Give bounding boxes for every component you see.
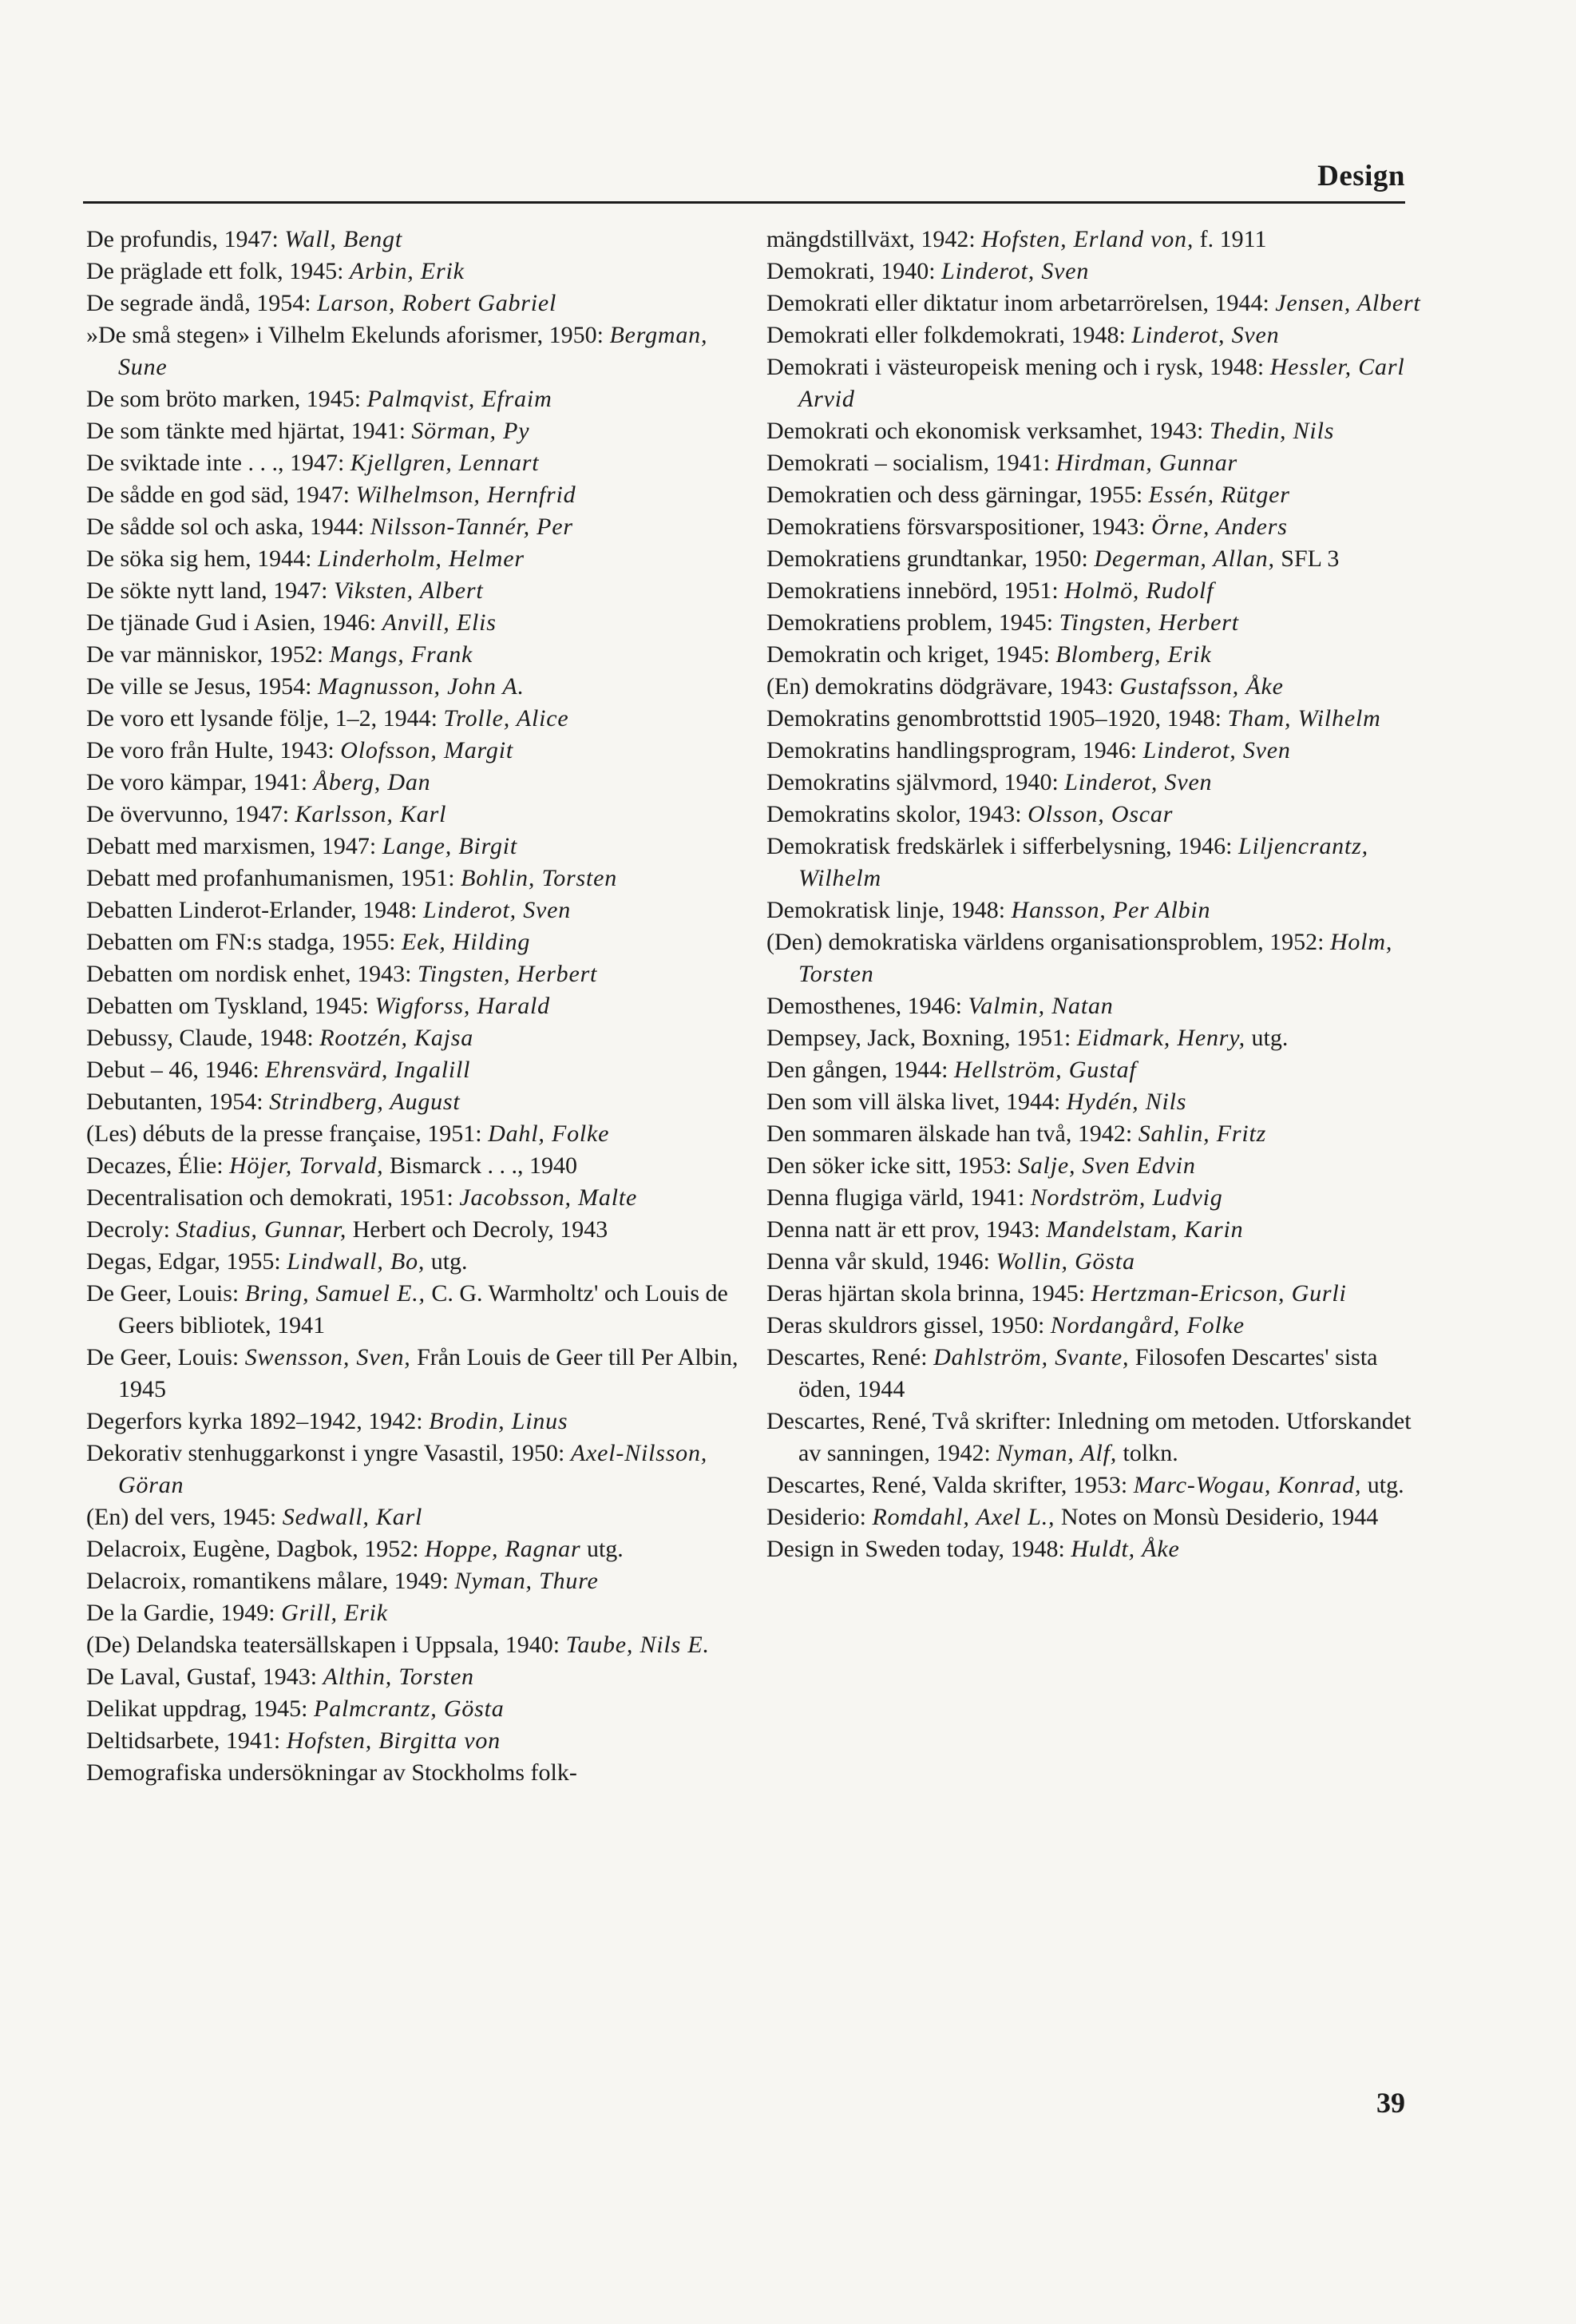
index-entry bbox=[766, 1406, 1429, 1469]
entry-title: Filosofen Descartes' sista öden, 1944 bbox=[798, 1344, 1378, 1402]
entry-title: C. G. Warmholtz' och Louis de Geers bibliotek, 1941 bbox=[118, 1280, 728, 1338]
entry-author: Nordangård, Folke bbox=[1050, 1312, 1245, 1338]
entry-title: Demokrati eller folkdemokrati, 1948: bbox=[766, 322, 1132, 348]
entry-author: Hellström, Gustaf bbox=[953, 1057, 1137, 1083]
entry-author: Dahl, Folke bbox=[488, 1120, 610, 1147]
entry-title: De voro ett lysande följe, 1–2, 1944: bbox=[86, 705, 444, 732]
entry-title: De segrade ändå, 1954: bbox=[86, 290, 318, 316]
entry-title: Decazes, Élie: bbox=[86, 1152, 230, 1179]
entry-author: Marc-Wogau, Konrad, bbox=[1133, 1472, 1362, 1498]
index-entry bbox=[86, 671, 749, 703]
index-entry bbox=[86, 511, 749, 543]
entry-title: De Geer, Louis: bbox=[86, 1280, 245, 1307]
entry-title: De voro kämpar, 1941: bbox=[86, 769, 314, 795]
entry-author: Magnusson, John A. bbox=[317, 673, 525, 700]
entry-author: Nyman, Alf, bbox=[996, 1440, 1118, 1466]
page-number: 39 bbox=[1376, 2087, 1405, 2119]
entry-author: Lindwall, Bo, bbox=[287, 1248, 426, 1275]
index-entry bbox=[766, 767, 1429, 799]
entry-title: Den söker icke sitt, 1953: bbox=[766, 1152, 1018, 1179]
entry-author: Degerman, Allan, bbox=[1094, 545, 1275, 572]
entry-title: (Les) débuts de la presse française, 1951: bbox=[86, 1120, 489, 1147]
entry-author: Åberg, Dan bbox=[313, 769, 431, 795]
index-entry bbox=[86, 256, 749, 288]
entry-author: Hofsten, Erland von, bbox=[981, 226, 1194, 252]
index-entry bbox=[86, 319, 749, 383]
index-entry bbox=[86, 799, 749, 831]
entry-author: Olofsson, Margit bbox=[340, 737, 513, 763]
entry-author: Jensen, Albert bbox=[1275, 290, 1421, 316]
index-entry bbox=[86, 1022, 749, 1054]
entry-title: Demokratin och kriget, 1945: bbox=[766, 641, 1056, 668]
index-entry bbox=[86, 1438, 749, 1501]
entry-title: De sviktade inte . . ., 1947: bbox=[86, 450, 350, 476]
index-entry bbox=[86, 383, 749, 415]
entry-title: Demokratins självmord, 1940: bbox=[766, 769, 1065, 795]
entry-title: Debatt med profanhumanismen, 1951: bbox=[86, 865, 461, 891]
entry-title: Deltidsarbete, 1941: bbox=[86, 1727, 287, 1754]
entry-title: Descartes, René, Valda skrifter, 1953: bbox=[766, 1472, 1134, 1498]
index-entry bbox=[766, 1310, 1429, 1342]
index-entry bbox=[86, 1054, 749, 1086]
index-entry bbox=[766, 1118, 1429, 1150]
index-entry bbox=[86, 1118, 749, 1150]
index-entry bbox=[766, 703, 1429, 735]
entry-author: Eek, Hilding bbox=[401, 929, 531, 955]
index-entry bbox=[766, 256, 1429, 288]
index-entry bbox=[86, 1342, 749, 1406]
entry-author: Dahlström, Svante, bbox=[933, 1344, 1130, 1370]
entry-author: Grill, Erik bbox=[281, 1600, 388, 1626]
index-entry bbox=[766, 288, 1429, 319]
entry-author: Trolle, Alice bbox=[443, 705, 569, 732]
index-entry bbox=[86, 1246, 749, 1278]
entry-title: Demokratiens innebörd, 1951: bbox=[766, 577, 1065, 604]
entry-title: De Laval, Gustaf, 1943: bbox=[86, 1664, 323, 1690]
entry-author: Wilhelmson, Hernfrid bbox=[355, 482, 576, 508]
entry-title: De övervunno, 1947: bbox=[86, 801, 295, 827]
entry-title: Dekorativ stenhuggarkonst i yngre Vasastil, 1950: bbox=[86, 1440, 571, 1466]
entry-author: Lange, Birgit bbox=[382, 833, 518, 859]
entry-author: Palmqvist, Efraim bbox=[366, 386, 552, 412]
index-entry bbox=[766, 543, 1429, 575]
entry-author: Sörman, Py bbox=[411, 418, 530, 444]
entry-title: Demokratien och dess gärningar, 1955: bbox=[766, 482, 1149, 508]
entry-title: Demokrati eller diktatur inom arbetarrörelsen, 1944: bbox=[766, 290, 1276, 316]
entry-title: Demokratiens grundtankar, 1950: bbox=[766, 545, 1095, 572]
entry-title: De sådde sol och aska, 1944: bbox=[86, 514, 370, 540]
entry-title: Notes on Monsù Desiderio, 1944 bbox=[1055, 1504, 1379, 1530]
index-entry bbox=[766, 224, 1429, 256]
entry-title: Design in Sweden today, 1948: bbox=[766, 1536, 1071, 1562]
entry-author: Huldt, Åke bbox=[1071, 1536, 1180, 1562]
index-entry bbox=[766, 1086, 1429, 1118]
entry-author: Liljencrantz, Wilhelm bbox=[798, 833, 1368, 891]
entry-title: f. 1911 bbox=[1194, 226, 1267, 252]
entry-author: Hirdman, Gunnar bbox=[1055, 450, 1238, 476]
index-entry bbox=[766, 511, 1429, 543]
entry-author: Rootzén, Kajsa bbox=[319, 1025, 474, 1051]
entry-author: Hydén, Nils bbox=[1066, 1089, 1187, 1115]
index-entry bbox=[766, 319, 1429, 351]
entry-title: Deras skuldrors gissel, 1950: bbox=[766, 1312, 1051, 1338]
entry-author: Hoppe, Ragnar bbox=[425, 1536, 581, 1562]
index-entry bbox=[86, 1533, 749, 1565]
entry-author: Tingsten, Herbert bbox=[417, 961, 598, 987]
entry-title: SFL 3 bbox=[1274, 545, 1340, 572]
entry-author: Larson, Robert Gabriel bbox=[317, 290, 557, 316]
entry-title: Desiderio: bbox=[766, 1504, 873, 1530]
entry-author: Viksten, Albert bbox=[333, 577, 484, 604]
index-entry bbox=[766, 1246, 1429, 1278]
index-entry bbox=[766, 639, 1429, 671]
entry-title: De som tänkte med hjärtat, 1941: bbox=[86, 418, 412, 444]
running-head: Design bbox=[1317, 160, 1405, 192]
entry-author: Althin, Torsten bbox=[323, 1664, 474, 1690]
entry-author: Höjer, Torvald, bbox=[229, 1152, 384, 1179]
index-entry bbox=[86, 894, 749, 926]
entry-title: (Den) demokratiska världens organisationsproblem, 1952: bbox=[766, 929, 1330, 955]
index-entry bbox=[766, 1533, 1429, 1565]
entry-author: Holm, Torsten bbox=[798, 929, 1393, 987]
index-entry bbox=[86, 1182, 749, 1214]
entry-title: Demokratins skolor, 1943: bbox=[766, 801, 1028, 827]
index-entry bbox=[86, 1278, 749, 1342]
entry-author: Örne, Anders bbox=[1151, 514, 1288, 540]
entry-title: utg. bbox=[1361, 1472, 1404, 1498]
index-entry bbox=[86, 735, 749, 767]
entry-title: De söka sig hem, 1944: bbox=[86, 545, 318, 572]
index-entry bbox=[766, 1469, 1429, 1501]
index-entry bbox=[86, 1661, 749, 1693]
entry-author: Palmcrantz, Gösta bbox=[313, 1695, 505, 1722]
entry-author: Linderot, Sven bbox=[1131, 322, 1280, 348]
index-entry bbox=[766, 351, 1429, 415]
entry-title: (En) del vers, 1945: bbox=[86, 1504, 283, 1530]
entry-title: (De) Delandska teatersällskapen i Uppsala, 1940: bbox=[86, 1632, 566, 1658]
index-entry bbox=[86, 1501, 749, 1533]
entry-title: Herbert och Decroly, 1943 bbox=[346, 1216, 608, 1243]
entry-title: Debatten om FN:s stadga, 1955: bbox=[86, 929, 402, 955]
index-entry bbox=[86, 863, 749, 894]
index-entry bbox=[86, 1150, 749, 1182]
entry-title: Demokratisk fredskärlek i sifferbelysning, 1946: bbox=[766, 833, 1238, 859]
entry-title: Demokrati i västeuropeisk mening och i rysk, 1948: bbox=[766, 354, 1270, 380]
entry-title: Debatten om nordisk enhet, 1943: bbox=[86, 961, 418, 987]
entry-title: Den som vill älska livet, 1944: bbox=[766, 1089, 1067, 1115]
index-entry bbox=[766, 1214, 1429, 1246]
index-entry bbox=[86, 1725, 749, 1757]
entry-author: Eidmark, Henry, bbox=[1076, 1025, 1245, 1051]
entry-title: Demokratisk linje, 1948: bbox=[766, 897, 1012, 923]
entry-title: utg. bbox=[1245, 1025, 1289, 1051]
index-entry bbox=[86, 639, 749, 671]
entry-author: Wollin, Gösta bbox=[996, 1248, 1135, 1275]
entry-author: Valmin, Natan bbox=[968, 993, 1114, 1019]
entry-title: Debussy, Claude, 1948: bbox=[86, 1025, 320, 1051]
entry-title: Delikat uppdrag, 1945: bbox=[86, 1695, 314, 1722]
entry-title: De profundis, 1947: bbox=[86, 226, 285, 252]
entry-title: Delacroix, Eugène, Dagbok, 1952: bbox=[86, 1536, 426, 1562]
entry-author: Gustafsson, Åke bbox=[1119, 673, 1284, 700]
index-entry bbox=[766, 447, 1429, 479]
entry-author: Holmö, Rudolf bbox=[1064, 577, 1214, 604]
entry-title: Bismarck . . ., 1940 bbox=[383, 1152, 577, 1179]
entry-title: Descartes, René, Två skrifter: Inledning om metoden. Utforskandet av sanningen, 1942: bbox=[766, 1408, 1412, 1466]
index-entry bbox=[86, 831, 749, 863]
entry-title: utg. bbox=[425, 1248, 468, 1275]
entry-author: Linderholm, Helmer bbox=[317, 545, 525, 572]
index-entry bbox=[86, 1597, 749, 1629]
entry-author: Axel-Nilsson, Göran bbox=[118, 1440, 708, 1498]
entry-author: Nyman, Thure bbox=[454, 1568, 599, 1594]
index-entry bbox=[766, 894, 1429, 926]
entry-title: Debatt med marxismen, 1947: bbox=[86, 833, 382, 859]
entry-title: Debatten om Tyskland, 1945: bbox=[86, 993, 375, 1019]
entry-title: Demokratiens försvarspositioner, 1943: bbox=[766, 514, 1152, 540]
entry-author: Stadius, Gunnar, bbox=[176, 1216, 347, 1243]
entry-author: Nordström, Ludvig bbox=[1030, 1184, 1223, 1211]
entry-title: tolkn. bbox=[1117, 1440, 1178, 1466]
index-entry bbox=[766, 1054, 1429, 1086]
entry-author: Essén, Rütger bbox=[1148, 482, 1290, 508]
entry-title: Denna flugiga värld, 1941: bbox=[766, 1184, 1031, 1211]
entry-title: Degerfors kyrka 1892–1942, 1942: bbox=[86, 1408, 430, 1434]
entry-author: Bring, Samuel E., bbox=[244, 1280, 426, 1307]
entry-title: De ville se Jesus, 1954: bbox=[86, 673, 318, 700]
index-entry bbox=[86, 543, 749, 575]
entry-title: De sökte nytt land, 1947: bbox=[86, 577, 334, 604]
entry-title: utg. bbox=[580, 1536, 624, 1562]
index-entry bbox=[766, 575, 1429, 607]
entry-author: Karlsson, Karl bbox=[295, 801, 447, 827]
index-entry bbox=[86, 575, 749, 607]
index-entry bbox=[86, 288, 749, 319]
entry-author: Jacobsson, Malte bbox=[459, 1184, 638, 1211]
entry-title: mängdstillväxt, 1942: bbox=[766, 226, 982, 252]
entry-author: Taube, Nils E. bbox=[565, 1632, 710, 1658]
index-entry bbox=[766, 479, 1429, 511]
page-header bbox=[83, 152, 1405, 204]
entry-title: Den gången, 1944: bbox=[766, 1057, 954, 1083]
index-entry bbox=[86, 1565, 749, 1597]
entry-title: (En) demokratins dödgrävare, 1943: bbox=[766, 673, 1120, 700]
entry-title: De präglade ett folk, 1945: bbox=[86, 258, 350, 284]
entry-author: Swensson, Sven, bbox=[244, 1344, 411, 1370]
index-entry bbox=[86, 1214, 749, 1246]
entry-title: Demokrati – socialism, 1941: bbox=[766, 450, 1056, 476]
index-entry bbox=[86, 767, 749, 799]
index-entry bbox=[86, 607, 749, 639]
index-entry bbox=[766, 926, 1429, 990]
entry-author: Olsson, Oscar bbox=[1028, 801, 1174, 827]
index-entry bbox=[86, 415, 749, 447]
entry-author: Romdahl, Axel L., bbox=[872, 1504, 1055, 1530]
entry-title: Demokratiens problem, 1945: bbox=[766, 609, 1059, 636]
entry-author: Linderot, Sven bbox=[1064, 769, 1213, 795]
entry-title: Delacroix, romantikens målare, 1949: bbox=[86, 1568, 455, 1594]
entry-title: Demokratins handlingsprogram, 1946: bbox=[766, 737, 1143, 763]
entry-title: De voro från Hulte, 1943: bbox=[86, 737, 341, 763]
entry-title: Dempsey, Jack, Boxning, 1951: bbox=[766, 1025, 1077, 1051]
entry-author: Linderot, Sven bbox=[1142, 737, 1291, 763]
entry-title: Demografiska undersökningar av Stockholms folk- bbox=[86, 1759, 577, 1786]
index-entry bbox=[86, 990, 749, 1022]
entry-author: Kjellgren, Lennart bbox=[350, 450, 540, 476]
entry-author: Ehrensvärd, Ingalill bbox=[265, 1057, 471, 1083]
entry-author: Bohlin, Torsten bbox=[461, 865, 617, 891]
entry-title: De la Gardie, 1949: bbox=[86, 1600, 282, 1626]
entry-author: Sahlin, Fritz bbox=[1138, 1120, 1267, 1147]
entry-title: De Geer, Louis: bbox=[86, 1344, 245, 1370]
left-column bbox=[86, 224, 749, 1789]
index-entry bbox=[766, 1342, 1429, 1406]
entry-author: Sedwall, Karl bbox=[282, 1504, 423, 1530]
entry-author: Tham, Wilhelm bbox=[1227, 705, 1381, 732]
entry-title: De som bröto marken, 1945: bbox=[86, 386, 367, 412]
entry-title: »De små stegen» i Vilhelm Ekelunds aforismer, 1950: bbox=[86, 322, 610, 348]
index-entry bbox=[86, 224, 749, 256]
entry-title: Den sommaren älskade han två, 1942: bbox=[766, 1120, 1138, 1147]
entry-author: Mangs, Frank bbox=[329, 641, 473, 668]
index-entry bbox=[86, 1693, 749, 1725]
index-entry bbox=[86, 1406, 749, 1438]
entry-author: Nilsson-Tannér, Per bbox=[370, 514, 573, 540]
index-entry bbox=[766, 607, 1429, 639]
index-entry bbox=[86, 1757, 749, 1789]
index-entry bbox=[86, 926, 749, 958]
entry-title: Degas, Edgar, 1955: bbox=[86, 1248, 287, 1275]
index-entry bbox=[766, 799, 1429, 831]
entry-title: Decroly: bbox=[86, 1216, 176, 1243]
entry-title: De tjänade Gud i Asien, 1946: bbox=[86, 609, 382, 636]
index-entry bbox=[766, 1182, 1429, 1214]
entry-title: Denna natt är ett prov, 1943: bbox=[766, 1216, 1047, 1243]
entry-title: Demokratins genombrottstid 1905–1920, 1948: bbox=[766, 705, 1228, 732]
index-entry bbox=[86, 958, 749, 990]
index-entry bbox=[766, 735, 1429, 767]
entry-author: Wall, Bengt bbox=[284, 226, 402, 252]
entry-title: Debut – 46, 1946: bbox=[86, 1057, 266, 1083]
entry-title: Debatten Linderot-Erlander, 1948: bbox=[86, 897, 423, 923]
index-entry bbox=[766, 1278, 1429, 1310]
entry-author: Arbin, Erik bbox=[349, 258, 465, 284]
entry-title: Demokrati och ekonomisk verksamhet, 1943: bbox=[766, 418, 1210, 444]
entry-author: Mandelstam, Karin bbox=[1046, 1216, 1244, 1243]
entry-author: Salje, Sven Edvin bbox=[1017, 1152, 1196, 1179]
entry-author: Hertzman-Ericson, Gurli bbox=[1091, 1280, 1347, 1307]
entry-author: Hofsten, Birgitta von bbox=[286, 1727, 501, 1754]
entry-title: De sådde en god säd, 1947: bbox=[86, 482, 356, 508]
entry-author: Thedin, Nils bbox=[1209, 418, 1335, 444]
index-entry bbox=[766, 1150, 1429, 1182]
index-entry bbox=[86, 447, 749, 479]
entry-title: De var människor, 1952: bbox=[86, 641, 330, 668]
index-entry bbox=[766, 990, 1429, 1022]
entry-title: Debutanten, 1954: bbox=[86, 1089, 270, 1115]
index-entry bbox=[766, 1022, 1429, 1054]
right-column bbox=[766, 224, 1429, 1565]
index-entry bbox=[86, 479, 749, 511]
entry-title: Demosthenes, 1946: bbox=[766, 993, 968, 1019]
entry-author: Blomberg, Erik bbox=[1055, 641, 1212, 668]
entry-author: Linderot, Sven bbox=[941, 258, 1090, 284]
entry-author: Tingsten, Herbert bbox=[1059, 609, 1239, 636]
index-entry bbox=[766, 831, 1429, 894]
index-entry bbox=[766, 415, 1429, 447]
index-entry bbox=[86, 1086, 749, 1118]
entry-author: Wigforss, Harald bbox=[374, 993, 550, 1019]
entry-title: Descartes, René: bbox=[766, 1344, 934, 1370]
entry-title: Demokrati, 1940: bbox=[766, 258, 942, 284]
entry-title: Decentralisation och demokrati, 1951: bbox=[86, 1184, 460, 1211]
index-entry bbox=[86, 1629, 749, 1661]
index-entry bbox=[766, 1501, 1429, 1533]
entry-author: Bergman, Sune bbox=[118, 322, 708, 380]
index-entry bbox=[766, 671, 1429, 703]
entry-author: Linderot, Sven bbox=[422, 897, 572, 923]
entry-author: Brodin, Linus bbox=[429, 1408, 568, 1434]
entry-title: Från Louis de Geer till Per Albin, 1945 bbox=[118, 1344, 739, 1402]
entry-author: Hessler, Carl Arvid bbox=[798, 354, 1405, 412]
index-entry bbox=[86, 703, 749, 735]
entry-author: Strindberg, August bbox=[269, 1089, 461, 1115]
entry-author: Hansson, Per Albin bbox=[1011, 897, 1211, 923]
entry-author: Anvill, Elis bbox=[382, 609, 497, 636]
entry-title: Deras hjärtan skola brinna, 1945: bbox=[766, 1280, 1091, 1307]
entry-title: Denna vår skuld, 1946: bbox=[766, 1248, 996, 1275]
